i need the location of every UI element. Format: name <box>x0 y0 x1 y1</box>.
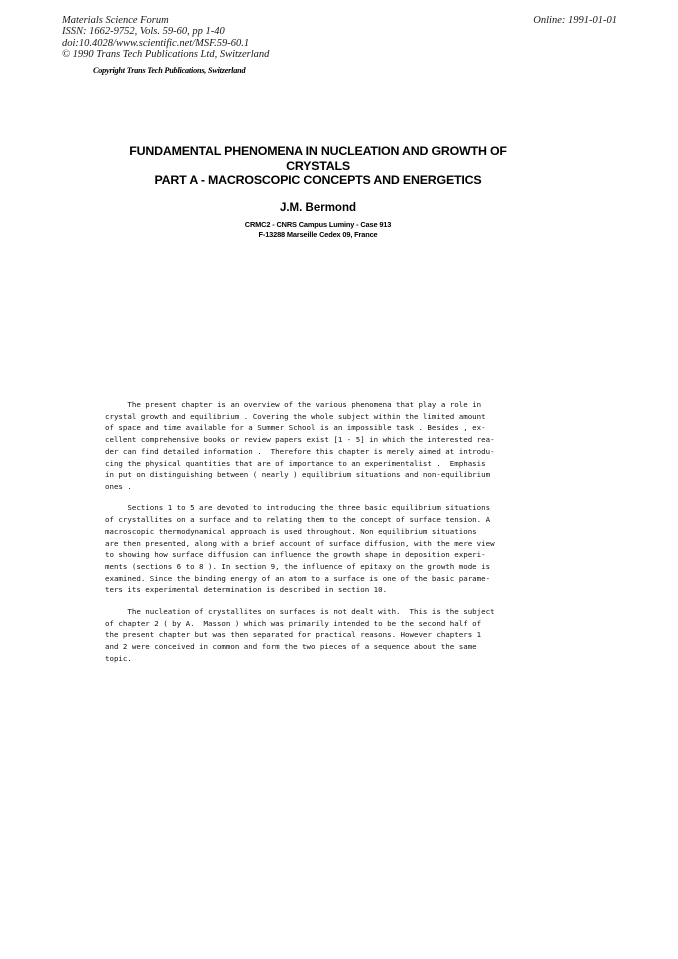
paragraph-line: of crystallites on a surface and to relating them to the concept of surface tension. A <box>105 515 491 525</box>
paragraph-line: The present chapter is an overview of the various phenomena that play a role in <box>105 400 482 409</box>
paragraph-line: cellent comprehensive books or review papers exist [1 - 5] in which the interested rea- <box>105 435 495 445</box>
paragraph-line: macroscopic thermodynamical approach is used throughout. Non equilibrium situations <box>105 526 477 536</box>
doi-line: doi:10.4028/www.scientific.net/MSF.59-60.1 <box>62 37 250 49</box>
paragraph-line: cing the physical quantities that are of importance to an experimentalist . Emphasis <box>105 458 486 468</box>
paragraph-line: in put on distinguishing between ( nearly ) equilibrium situations and non-equilibrium <box>105 470 491 480</box>
body-paragraph <box>105 399 543 493</box>
paragraph-line: ones . <box>105 482 132 492</box>
publisher-line: © 1990 Trans Tech Publications Ltd, Switzerland <box>62 49 270 61</box>
paragraph-line: ters its experimental determination is described in section 10. <box>105 585 388 595</box>
paragraph-line: ments (sections 6 to 8 ). In section 9, the influence of epitaxy on the growth mode is <box>105 562 491 572</box>
journal-name: Materials Science Forum <box>62 15 169 26</box>
body-paragraph <box>105 606 543 665</box>
paragraph-line: to showing how surface diffusion can influence the growth shape in deposition experi- <box>105 550 486 560</box>
paragraph-line: der can find detailed information . Therefore this chapter is merely aimed at introdu- <box>105 446 495 456</box>
issn-line: ISSN: 1662-9752, Vols. 59-60, pp 1-40 <box>62 26 225 38</box>
paragraph-line: of space and time available for a Summer School is an impossible task . Besides , ex- <box>105 423 486 433</box>
publication-metadata <box>62 15 269 61</box>
online-date: Online: 1991-01-01 <box>533 15 617 26</box>
title-line: PART A - MACROSCOPIC CONCEPTS AND ENERGETICS <box>154 173 482 188</box>
paragraph-line: The nucleation of crystallites on surfaces is not dealt with. This is the subject <box>105 606 495 616</box>
copyright-notice: Copyright Trans Tech Publications, Switzerland <box>93 66 246 75</box>
abstract-body <box>105 399 543 674</box>
paragraph-line: the present chapter but was then separated for practical reasons. However chapters 1 <box>105 630 482 640</box>
paragraph-line: examined. Since the binding energy of an atom to a surface is one of the basic parame- <box>105 573 491 583</box>
body-paragraph <box>105 502 543 596</box>
paragraph-line: crystal growth and equilibrium . Covering the whole subject within the limited amount <box>105 411 486 421</box>
title-line: FUNDAMENTAL PHENOMENA IN NUCLEATION AND GROWTH OF <box>129 144 507 158</box>
paragraph-line: and 2 were conceived in common and form the two pieces of a sequence about the same <box>105 642 477 652</box>
author-name: J.M. Bermond <box>279 202 357 214</box>
affiliation-line: F-13288 Marseille Cedex 09, France <box>258 230 378 239</box>
paragraph-line: Sections 1 to 5 are devoted to introducing the three basic equilibrium situations <box>105 503 491 513</box>
paragraph-line: are then presented, along with a brief account of surface diffusion, with the mere view <box>105 538 495 548</box>
paragraph-line: of chapter 2 ( by A. Masson ) which was primarily intended to be the second half of <box>105 618 482 628</box>
paper-title <box>80 144 556 188</box>
affiliation-line: CRMC2 - CNRS Campus Luminy - Case 913 <box>244 220 392 229</box>
author-affiliation <box>80 220 556 240</box>
title-line: CRYSTALS <box>286 158 350 173</box>
paragraph-line: topic. <box>105 653 132 663</box>
